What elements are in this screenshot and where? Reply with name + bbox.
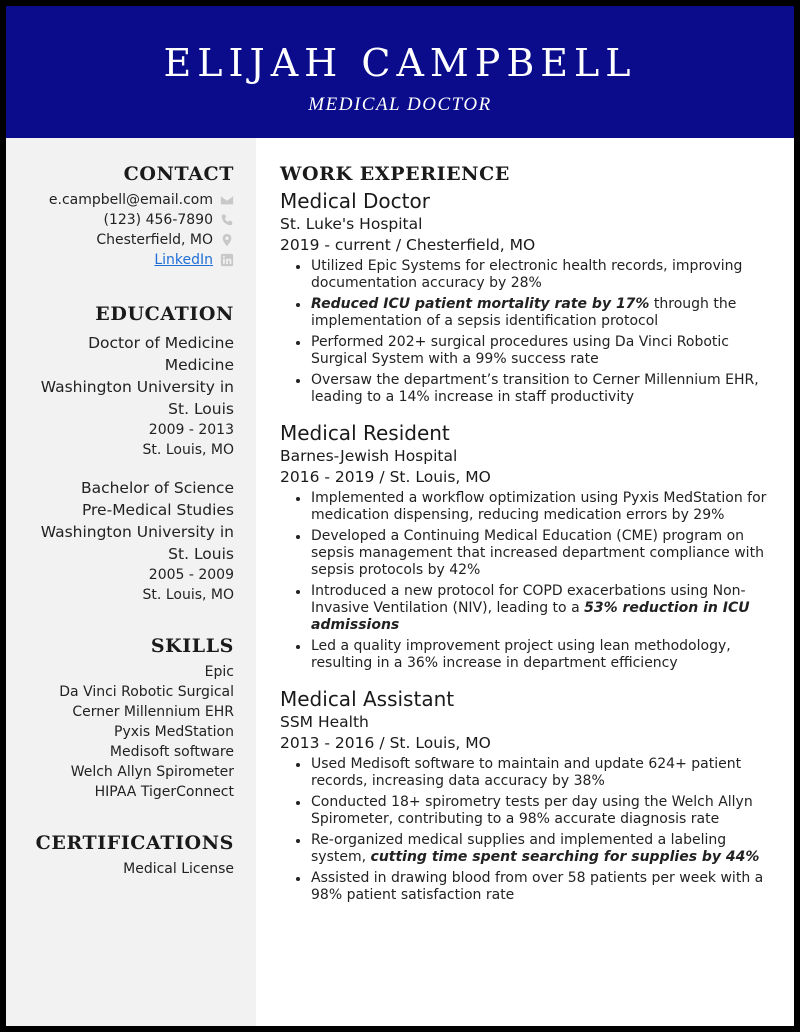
job-meta <box>280 235 780 256</box>
job-title: Medical Doctor <box>280 189 430 213</box>
job-dates: 2016 - 2019 <box>280 468 375 486</box>
job-title: Medical Resident <box>280 421 450 445</box>
certifications-heading: CERTIFICATIONS <box>35 832 234 854</box>
skill-item: Medisoft software <box>109 744 234 760</box>
education-entry <box>24 332 234 460</box>
job-dates: 2019 - current <box>280 236 391 254</box>
contact-phone[interactable]: (123) 456-7890 <box>103 212 213 228</box>
education-location: St. Louis, MO <box>142 442 234 458</box>
education-field: Pre-Medical Studies <box>81 501 234 519</box>
job-bullet: Led a quality improvement project using lean methodology, resulting in a 36% increase in department efficiency <box>280 638 780 672</box>
job-dates: 2013 - 2016 <box>280 734 375 752</box>
job-bullet: Performed 202+ surgical procedures using Da Vinci Robotic Surgical System with a 99% success rate <box>280 334 780 368</box>
job-company: St. Luke's Hospital <box>280 215 423 233</box>
education-degree: Bachelor of Science <box>80 479 234 497</box>
education-degree: Doctor of Medicine <box>88 334 234 352</box>
contact-location-row <box>24 230 234 250</box>
job-bullet: Utilized Epic Systems for electronic health records, improving documentation accuracy by 28% <box>280 258 780 292</box>
education-school: Washington University in <box>40 523 234 541</box>
job-title: Medical Assistant <box>280 687 455 711</box>
certification-item: Medical License <box>123 861 234 877</box>
skill-item: Epic <box>204 664 234 680</box>
job-company: Barnes-Jewish Hospital <box>280 447 458 465</box>
contact-linkedin-row <box>24 250 234 270</box>
education-school: Washington University in <box>40 378 234 396</box>
skill-item: Pyxis MedStation <box>114 724 234 740</box>
job-company: SSM Health <box>280 713 369 731</box>
skill-item: HIPAA TigerConnect <box>94 784 234 800</box>
education-entry <box>24 477 234 605</box>
contact-section <box>24 163 234 270</box>
job-bullet: Assisted in drawing blood from over 58 patients per week with a 98% patient satisfaction rate <box>280 870 780 904</box>
skill-item: Welch Allyn Spirometer <box>70 764 234 780</box>
certifications-section <box>24 832 234 879</box>
job-bullets <box>280 258 780 406</box>
education-field: Medicine <box>164 356 234 374</box>
sidebar-content <box>24 163 234 879</box>
job-bullet: Conducted 18+ spirometry tests per day using the Welch Allyn Spirometer, contributing to a 98% accurate diagnosis rate <box>280 794 780 828</box>
job-meta <box>280 467 780 488</box>
skills-section <box>24 635 234 802</box>
job-bullet: Used Medisoft software to maintain and update 624+ patient records, increasing data accuracy by 38% <box>280 756 780 790</box>
education-location: St. Louis, MO <box>142 587 234 603</box>
job-location: St. Louis, MO <box>389 468 491 486</box>
job-location: St. Louis, MO <box>389 734 491 752</box>
education-heading: EDUCATION <box>95 303 234 325</box>
job-entry <box>280 686 780 904</box>
candidate-role: MEDICAL DOCTOR <box>308 94 492 115</box>
education-dates: 2005 - 2009 <box>148 567 234 583</box>
job-location: Chesterfield, MO <box>406 236 536 254</box>
skills-heading: SKILLS <box>150 635 234 657</box>
map-pin-icon <box>220 233 234 247</box>
contact-heading: CONTACT <box>123 163 234 185</box>
job-bullet: Developed a Continuing Medical Education (CME) program on sepsis management that increased department compliance with sepsis protocols by 42% <box>280 528 780 579</box>
job-entry <box>280 188 780 406</box>
phone-icon <box>220 213 234 227</box>
resume-sheet <box>6 6 794 1026</box>
skill-item: Cerner Millennium EHR <box>72 704 234 720</box>
job-bullets <box>280 756 780 904</box>
job-bullets <box>280 490 780 672</box>
main-column <box>280 138 780 918</box>
work-experience-heading: WORK EXPERIENCE <box>280 163 510 185</box>
job-entry <box>280 420 780 672</box>
job-bullet: Oversaw the department’s transition to Cerner Millennium EHR, leading to a 14% increase in staff productivity <box>280 372 780 406</box>
education-section <box>24 303 234 605</box>
sidebar <box>6 138 256 1026</box>
education-school-cont: St. Louis <box>168 545 234 563</box>
contact-email[interactable]: e.campbell@email.com <box>48 192 213 208</box>
linkedin-link[interactable]: LinkedIn <box>154 252 213 268</box>
skill-item: Da Vinci Robotic Surgical <box>59 684 234 700</box>
job-bullet: Re-organized medical supplies and implemented a labeling system, cutting time spent searching for supplies by 44% <box>280 832 780 866</box>
linkedin-icon[interactable] <box>220 253 234 267</box>
header-banner <box>6 6 794 138</box>
job-bullet: Introduced a new protocol for COPD exacerbations using Non-Invasive Ventilation (NIV), leading to a 53% reduction in ICU admissions <box>280 583 780 634</box>
contact-location: Chesterfield, MO <box>96 232 213 248</box>
job-bullet: Reduced ICU patient mortality rate by 17% through the implementation of a sepsis identification protocol <box>280 296 780 330</box>
contact-phone-row <box>24 210 234 230</box>
job-bullet: Implemented a workflow optimization using Pyxis MedStation for medication dispensing, reducing medication errors by 29% <box>280 490 780 524</box>
job-meta <box>280 733 780 754</box>
job-meta-separator: / <box>395 236 402 254</box>
job-meta-separator: / <box>379 734 385 752</box>
candidate-name: ELIJAH CAMPBELL <box>163 41 637 85</box>
education-school-cont: St. Louis <box>168 400 234 418</box>
job-meta-separator: / <box>379 468 385 486</box>
education-dates: 2009 - 2013 <box>148 422 234 438</box>
envelope-icon <box>220 193 234 207</box>
contact-email-row <box>24 190 234 210</box>
